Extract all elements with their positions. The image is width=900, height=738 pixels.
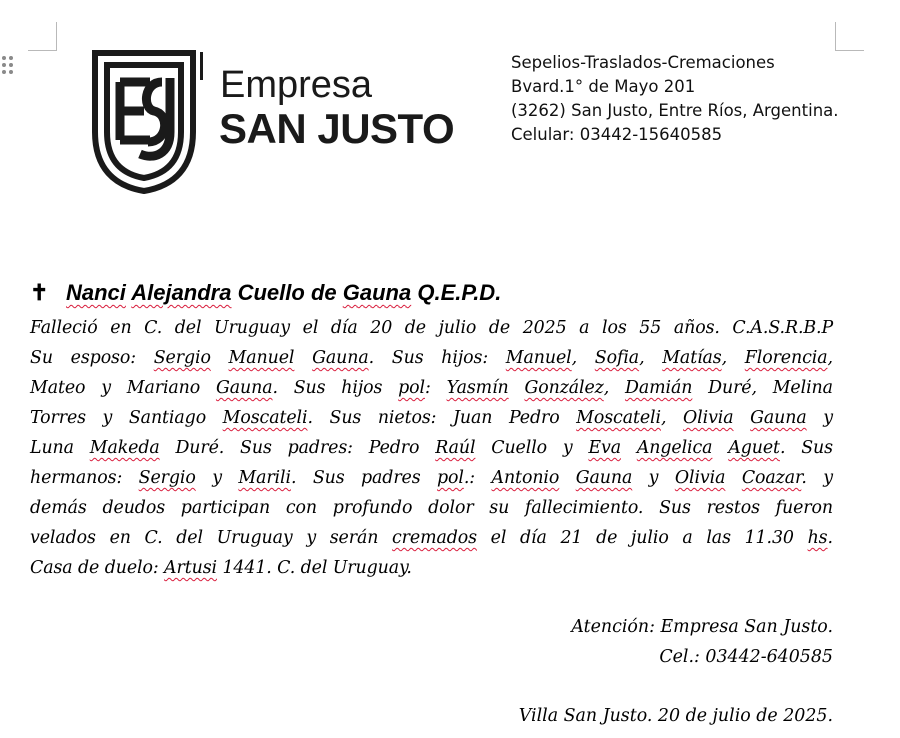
- spellcheck-flagged-word[interactable]: Moscateli: [222, 408, 308, 428]
- contact-block: [511, 51, 839, 147]
- spellcheck-flagged-word[interactable]: Damián: [624, 378, 693, 398]
- spellcheck-flagged-word[interactable]: Yasmín: [446, 378, 509, 398]
- spellcheck-flagged-word[interactable]: hs: [807, 528, 828, 548]
- body-line: velados en C. del Uruguay y serán cremados el día 21 de julio a las 11.30 hs.: [30, 528, 833, 548]
- spellcheck-flagged-word[interactable]: Manuel: [228, 348, 295, 368]
- logo-text-san-justo: SAN JUSTO: [219, 105, 455, 152]
- spellcheck-flagged-word[interactable]: Angelica: [636, 438, 713, 458]
- spellcheck-flagged-word[interactable]: Artusi: [164, 558, 217, 578]
- spellcheck-flagged-word[interactable]: Matías: [662, 348, 722, 368]
- spellcheck-flagged-word[interactable]: Raúl: [435, 438, 476, 458]
- body-line: Falleció en C. del Uruguay el día 20 de julio de 2025 a los 55 años. C.A.S.R.B.P: [30, 318, 834, 338]
- spellcheck-flagged-word[interactable]: Coazar: [741, 468, 802, 488]
- spellcheck-flagged-word[interactable]: Olivia: [674, 468, 726, 488]
- body-line: hermanos: Sergio y Marili. Sus padres pol.: Antonio Gauna y Olivia Coazar. y: [30, 468, 833, 488]
- attention-block: [333, 612, 833, 672]
- body-line: Mateo y Mariano Gauna. Sus hijos pol: Yasmín González, Damián Duré, Melina: [30, 378, 833, 398]
- esj-monogram-icon: [92, 50, 210, 194]
- spellcheck-flagged-word[interactable]: Manuel: [505, 348, 572, 368]
- services-line: Sepelios-Traslados-Cremaciones: [511, 53, 775, 72]
- body-line: Luna Makeda Duré. Sus padres: Pedro Raúl Cuello y Eva Angelica Aguet. Sus: [30, 438, 833, 458]
- spellcheck-flagged-word[interactable]: Eva: [588, 438, 621, 458]
- spellcheck-flagged-word[interactable]: cremados: [392, 528, 477, 548]
- name-part[interactable]: Gauna: [342, 280, 412, 305]
- name-part: Q.E.P.D.: [417, 280, 502, 305]
- spellcheck-flagged-word[interactable]: Marili: [238, 468, 291, 488]
- body-line: Su esposo: Sergio Manuel Gauna. Sus hijos: Manuel, Sofia, Matías, Florencia,: [30, 348, 833, 368]
- spellcheck-flagged-word[interactable]: González: [524, 378, 604, 398]
- page-corner-mark-left: [28, 22, 57, 51]
- drag-handle-icon[interactable]: [2, 56, 14, 76]
- spellcheck-flagged-word[interactable]: Sergio: [138, 468, 196, 488]
- name-part: Cuello de: [237, 280, 337, 305]
- spellcheck-flagged-word[interactable]: Antonio: [491, 468, 560, 488]
- spellcheck-flagged-word[interactable]: Florencia: [744, 348, 828, 368]
- spellcheck-flagged-word[interactable]: pol: [398, 378, 425, 398]
- cross-icon: ✝: [30, 280, 49, 305]
- spellcheck-flagged-word[interactable]: pol: [437, 468, 464, 488]
- body-line: Torres y Santiago Moscateli. Sus nietos: Juan Pedro Moscateli, Olivia Gauna y: [30, 408, 833, 428]
- spellcheck-flagged-word[interactable]: Sofia: [594, 348, 640, 368]
- spellcheck-flagged-word[interactable]: Gauna: [312, 348, 369, 368]
- city-line: (3262) San Justo, Entre Ríos, Argentina.: [511, 101, 839, 120]
- page-corner-mark-right: [835, 22, 864, 51]
- spellcheck-flagged-word[interactable]: Sergio: [153, 348, 211, 368]
- name-part[interactable]: Nanci: [66, 280, 126, 305]
- spellcheck-flagged-word[interactable]: Moscateli: [576, 408, 661, 428]
- address-line: Bvard.1° de Mayo 201: [511, 77, 696, 96]
- spellcheck-flagged-word[interactable]: Gauna: [575, 468, 633, 488]
- obituary-body[interactable]: [30, 313, 833, 583]
- place-date-line: Villa San Justo. 20 de julio de 2025.: [518, 706, 833, 726]
- spellcheck-flagged-word[interactable]: Makeda: [89, 438, 160, 458]
- phone-line: Celular: 03442-15640585: [511, 125, 723, 144]
- cel-line: Cel.: 03442-640585: [659, 647, 833, 667]
- deceased-name-heading[interactable]: [30, 280, 501, 306]
- spellcheck-flagged-word[interactable]: Olivia: [683, 408, 734, 428]
- logo-text-empresa: Empresa: [220, 64, 373, 106]
- spellcheck-flagged-word[interactable]: Gauna: [750, 408, 807, 428]
- spellcheck-flagged-word[interactable]: Gauna: [215, 378, 273, 398]
- name-part[interactable]: Alejandra: [131, 280, 232, 305]
- body-line: Casa de duelo: Artusi 1441. C. del Uruguay.: [30, 558, 412, 578]
- body-line: demás deudos participan con profundo dolor su fallecimiento. Sus restos fueron: [30, 498, 833, 518]
- spellcheck-flagged-word[interactable]: Aguet: [728, 438, 780, 458]
- attention-line: Atención: Empresa San Justo.: [571, 617, 833, 637]
